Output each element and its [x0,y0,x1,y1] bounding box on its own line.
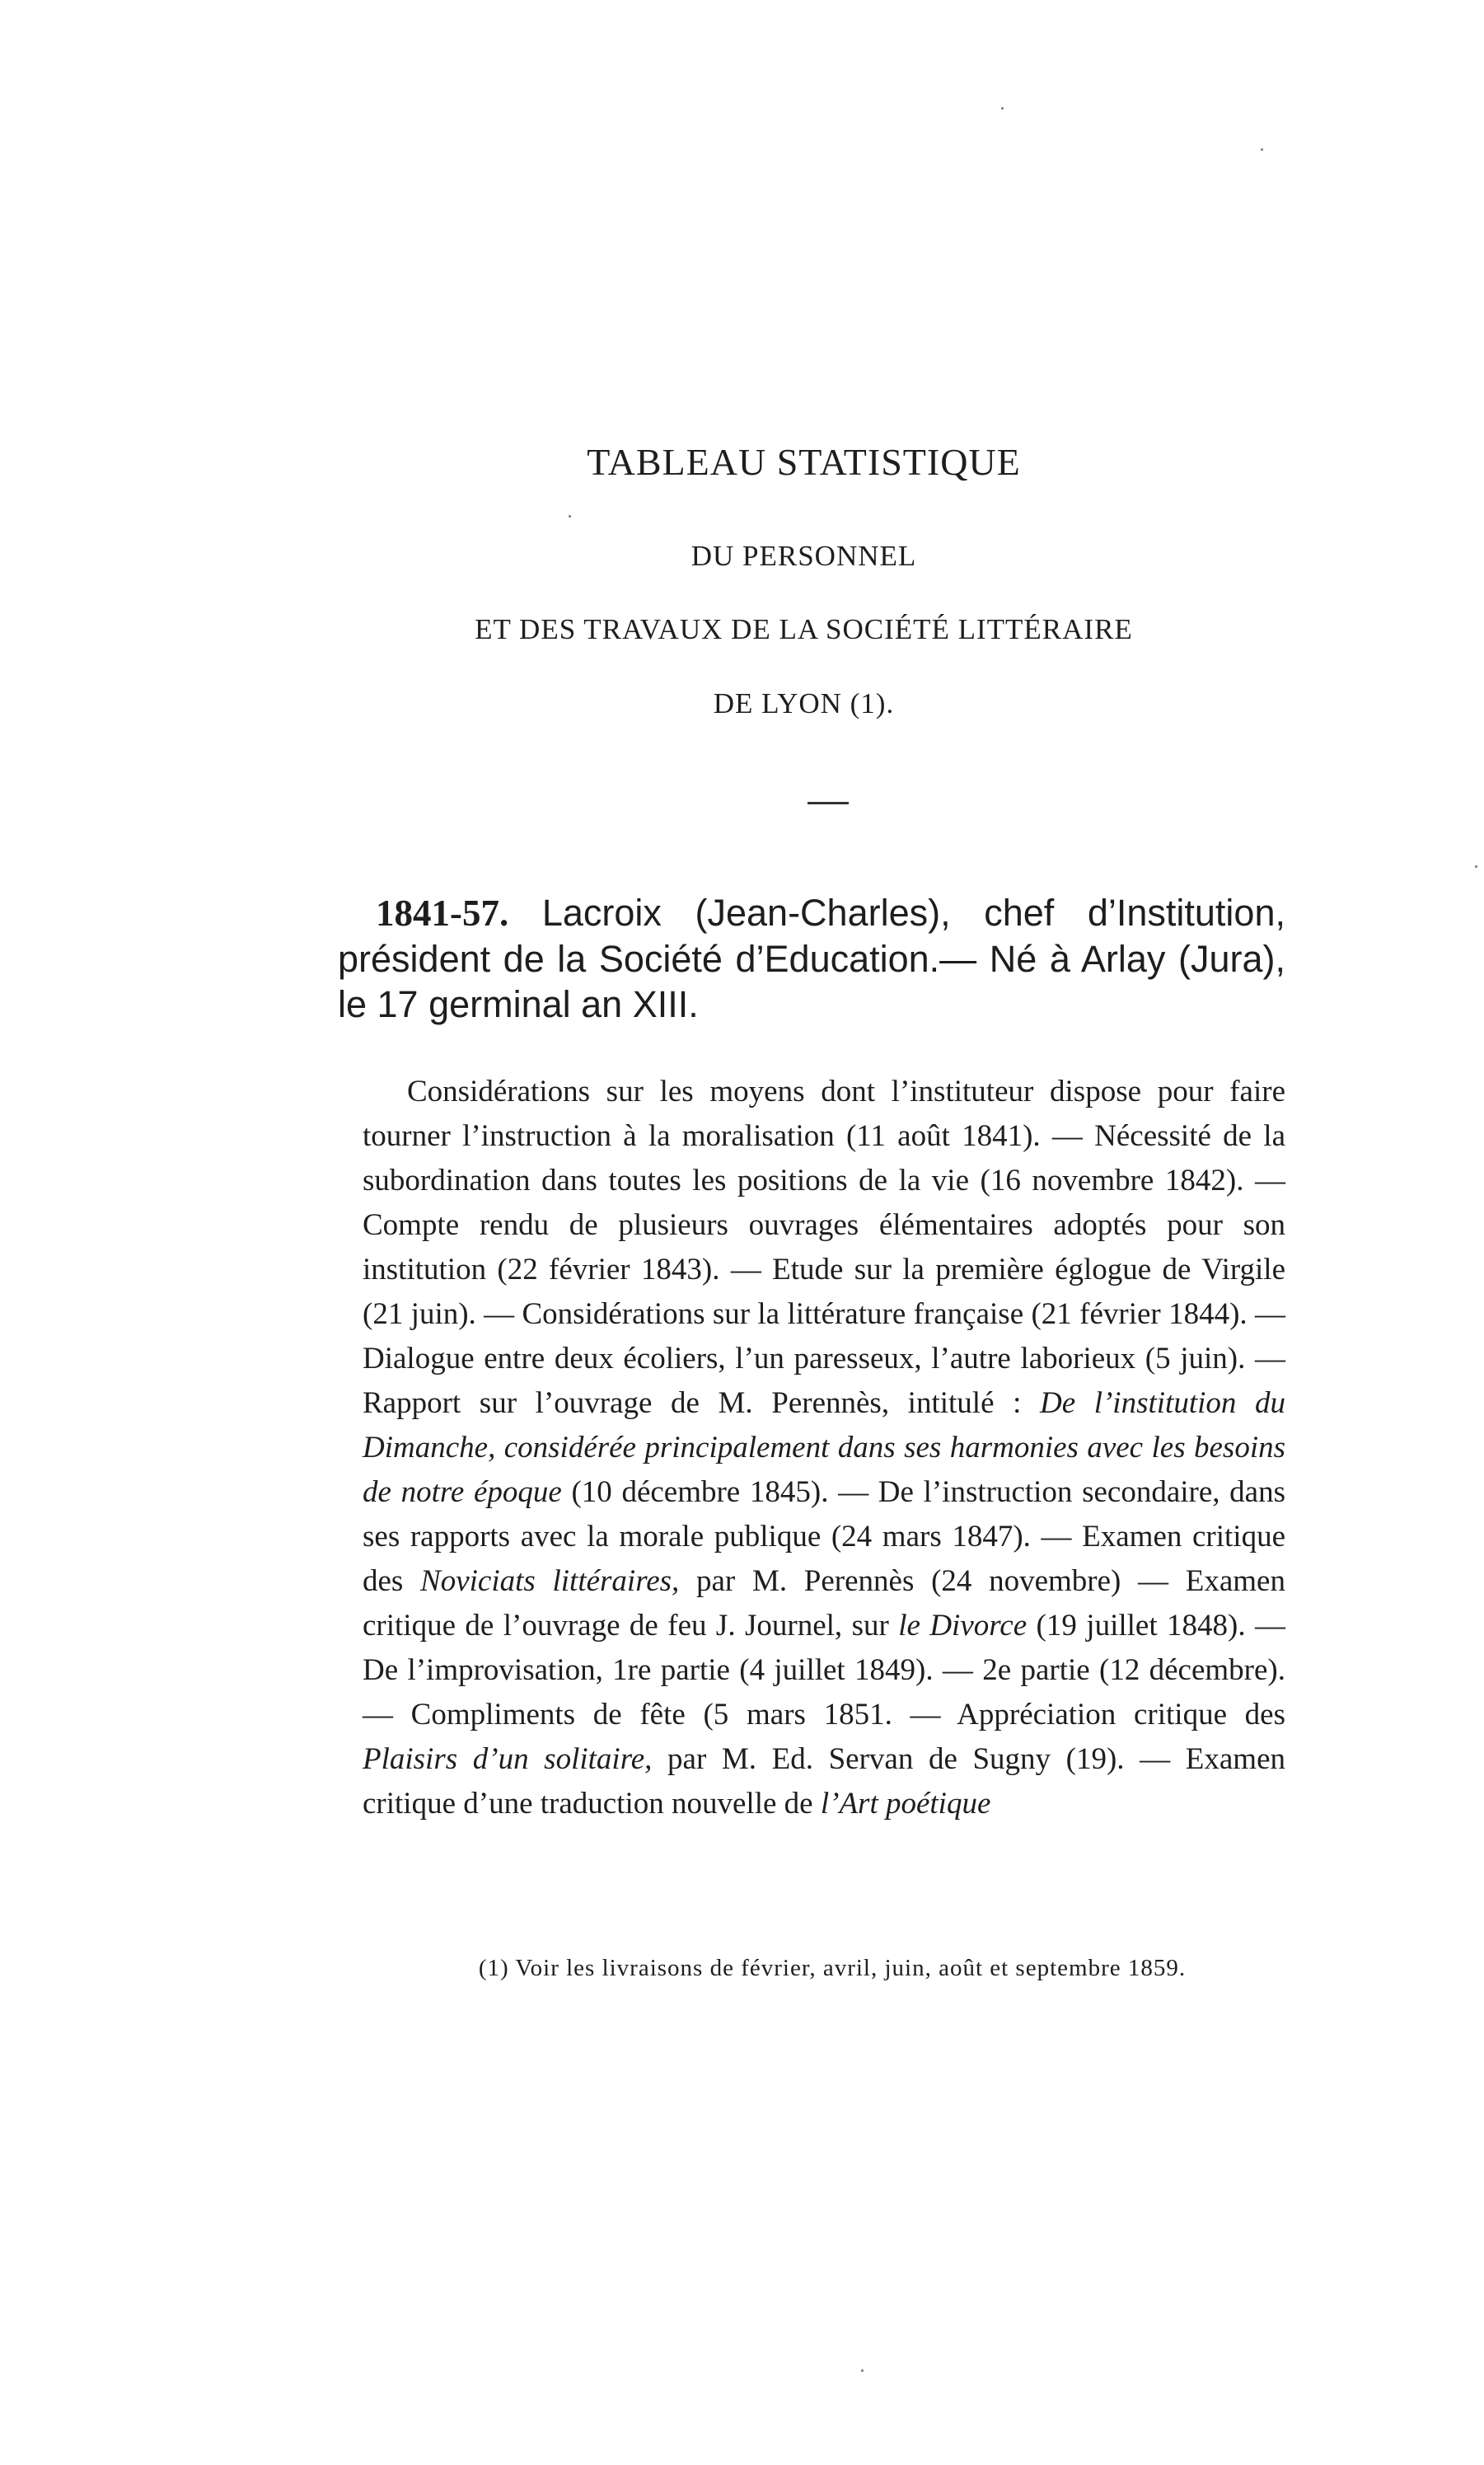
works-list [363,1070,1285,1826]
entry-text: Lacroix (Jean-Charles), chef d’Institution, président de la Société d’Education.— Né à Arlay (Jura), le 17 germinal an XIII. [338,892,1285,1025]
works-italic-3: le Divorce [898,1609,1028,1643]
subtitle-line-1: DU PERSONNEL [691,540,917,572]
section-divider [808,802,849,804]
works-italic-1: De l’institution du Dimanche, considérée principalement dans ses harmonies avec les besoins de notre époque [363,1386,1285,1509]
works-text-5: par M. Ed. Servan de Sugny (19). — Examen critique d’une traduction nouvelle de [363,1742,1285,1821]
entry-years: 1841-57. [376,893,509,934]
works-text-1: Considérations sur les moyens dont l’instituteur dispose pour faire tourner l’instruction à la moralisation (11 août 1841). — Nécessité de la subordination dans toutes les positions de la vie (16 novembre 1842). — Compte rendu de plusieurs ouvrages élémentaires adoptés pour son institution (22 février 1843). — Etude sur la première églogue de Virgile (21 juin). — Considérations sur la littérature française (21 février 1844). — Dialogue entre deux écoliers, l’un paresseux, l’autre laborieux (5 juin). — Rapport sur l’ouvrage de M. Perennès, intitulé : [363,1075,1285,1420]
subtitle-line-2: ET DES TRAVAUX DE LA SOCIÉTÉ LITTÉRAIRE [475,613,1133,645]
paper-speck [569,515,571,518]
works-text-3: par M. Perennès (24 novembre) — Examen critique de l’ouvrage de feu J. Journel, sur [363,1564,1285,1643]
works-italic-5: l’Art poétique [820,1787,991,1821]
paper-speck [1475,865,1477,868]
footnote: (1) Voir les livraisons de février, avril, juin, août et septembre 1859. [478,1955,1187,1981]
page-title: TABLEAU STATISTIQUE [587,441,1021,483]
member-entry [338,890,1285,1027]
works-italic-2: Noviciats littéraires, [420,1564,680,1598]
works-text-4: (19 juillet 1848). — De l’improvisation, 1re partie (4 juillet 1849). — 2e partie (12 décembre). — Compliments de fête (5 mars 1851. — Appréciation critique des [363,1609,1286,1732]
paper-speck [1261,148,1263,151]
works-italic-4: Plaisirs d’un solitaire, [363,1742,653,1776]
paper-speck [861,2369,864,2372]
subtitle-line-3: DE LYON (1). [713,687,895,719]
paper-speck [1001,107,1004,110]
works-text-2: (10 décembre 1845). — De l’instruction secondaire, dans ses rapports avec la morale publique (24 mars 1847). — Examen critique des [363,1475,1285,1598]
